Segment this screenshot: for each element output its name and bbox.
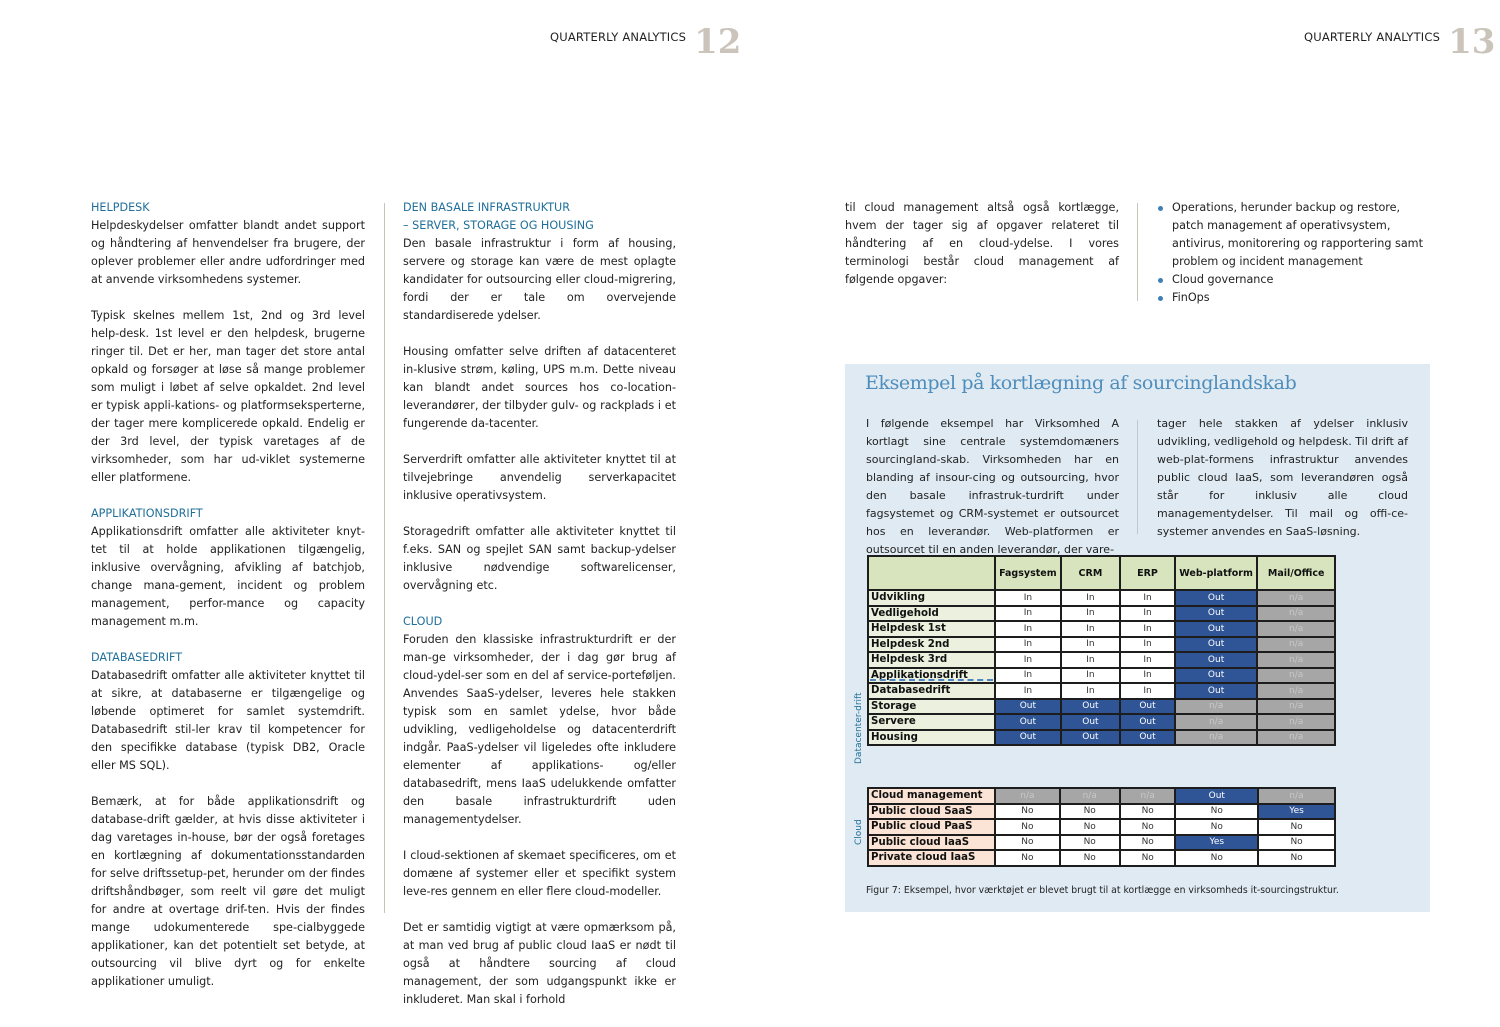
table-cell: No bbox=[1175, 850, 1258, 866]
table-cell: Out bbox=[1175, 606, 1258, 622]
table-cell: In bbox=[1120, 683, 1175, 699]
table-cell: n/a bbox=[1257, 606, 1335, 622]
table-cell: In bbox=[1120, 652, 1175, 668]
box-divider bbox=[1137, 420, 1138, 534]
table-cell: n/a bbox=[1258, 788, 1335, 804]
table-cell: No bbox=[995, 835, 1059, 851]
column-header: Web-platform bbox=[1175, 556, 1258, 590]
row-label: Helpdesk 2nd bbox=[868, 637, 995, 653]
section-heading-infrastruktur: DEN BASALE INFRASTRUKTUR bbox=[403, 201, 570, 214]
table-cell: Yes bbox=[1258, 804, 1335, 820]
section-heading-cloud: CLOUD bbox=[403, 615, 443, 628]
table-cell: Out bbox=[1175, 652, 1258, 668]
table-cell: In bbox=[995, 621, 1061, 637]
bullet-item: Cloud governance bbox=[1157, 271, 1429, 289]
table-cell: In bbox=[995, 637, 1061, 653]
column-header: Mail/Office bbox=[1257, 556, 1335, 590]
table-cell: No bbox=[1258, 819, 1335, 835]
table-cell: n/a bbox=[1257, 714, 1335, 730]
table-row bbox=[868, 606, 1335, 622]
table-cell: Out bbox=[1061, 730, 1121, 746]
table-cell: Out bbox=[1061, 714, 1121, 730]
paragraph: Helpdeskydelser omfatter blandt andet support og håndtering af henvendelser fra brugere, der oplever problemer eller andre udfordringer med at anvende virksomhedens systemer. bbox=[91, 219, 365, 286]
sourcing-table-datacenter bbox=[867, 555, 1336, 746]
table-row bbox=[868, 788, 1335, 804]
paragraph: Det er samtidig vigtigt at være opmærksom på, at man ved brug af public cloud IaaS er nødt til også at håndtere sourcing af cloud management, der som udgangspunkt ikke er inkluderet. Man skal i forhold bbox=[403, 921, 676, 1006]
group-label-datacenter: Datacenter-drift bbox=[854, 692, 864, 764]
table-corner-cell bbox=[868, 556, 995, 590]
paragraph: Databasedrift omfatter alle aktiviteter knyttet til at sikre, at databaserne er tilgængelige og løbende optimeret for samlet systemdrift. Databasedrift stil-ler krav til kompetencer for den specifikke database (typisk DB2, Oracle eller MS SQL). bbox=[91, 669, 365, 772]
table-row bbox=[868, 637, 1335, 653]
row-label: Housing bbox=[868, 730, 995, 746]
paragraph: Storagedrift omfatter alle aktiviteter knyttet til f.eks. SAN og spejlet SAN samt backup-ydelser inklusive nødvendige softwarelicenser, overvågning etc. bbox=[403, 525, 676, 592]
table-row bbox=[868, 804, 1335, 820]
table-cell: In bbox=[995, 606, 1061, 622]
paragraph: Typisk skelnes mellem 1st, 2nd og 3rd level help-desk. 1st level er den helpdesk, brugerne ringer til. Det er her, man tager det store antal opkald og forsøger at løse så mange problemer som muligt i løbet af selve opkaldet. 2nd level er typisk appli-kations- og platformseksperterne, der tager mere komplicerede opkald. Endelig er der 3rd level, der typisk varetages af de virksomheder, som har ud-viklet systemerne eller platformene. bbox=[91, 309, 365, 484]
header-title: QUARTERLY ANALYTICS bbox=[1304, 30, 1441, 44]
table-cell: In bbox=[995, 668, 1061, 684]
table-cell: In bbox=[1120, 668, 1175, 684]
table-cell: No bbox=[1060, 819, 1120, 835]
table-cell: In bbox=[1120, 590, 1175, 606]
table-row bbox=[868, 835, 1335, 851]
page-header-right bbox=[1304, 22, 1495, 62]
table-row bbox=[868, 819, 1335, 835]
table-cell: In bbox=[1120, 606, 1175, 622]
page-header-left bbox=[550, 22, 741, 62]
row-label: Storage bbox=[868, 699, 995, 715]
paragraph: Applikationsdrift omfatter alle aktiviteter knyt-tet til at holde applikationen tilgængelig, inklusive overvågning, afvikling af batchjob, change mana-gement, incident og problem management, perfor-mance og capacity management m.m. bbox=[91, 525, 365, 628]
row-label: Public cloud SaaS bbox=[868, 804, 995, 820]
figure-caption: Figur 7: Eksempel, hvor værktøjet er blevet brugt til at kortlægge en virksomheds it-sourcingstruktur. bbox=[866, 885, 1339, 896]
row-label: Public cloud PaaS bbox=[868, 819, 995, 835]
table-cell: Out bbox=[995, 730, 1061, 746]
table-cell: n/a bbox=[1120, 788, 1176, 804]
column-header: CRM bbox=[1061, 556, 1121, 590]
bullet-item: FinOps bbox=[1157, 289, 1429, 307]
table-cell: No bbox=[1120, 804, 1176, 820]
row-label: Public cloud IaaS bbox=[868, 835, 995, 851]
page-number: 13 bbox=[1448, 22, 1496, 62]
table-cell: No bbox=[995, 819, 1059, 835]
column-divider bbox=[384, 203, 385, 913]
table-cell: Yes bbox=[1175, 835, 1258, 851]
row-label: Servere bbox=[868, 714, 995, 730]
table-cell: No bbox=[1060, 850, 1120, 866]
example-text-left: I følgende eksempel har Virksomhed A kortlagt sine centrale systemdomæners sourcingland-skab. Virksomheden har en blanding af insour-cing og outsourcing, hvor den basale infrastruk-turdrift under fagsystemet og CRM-systemet er outsourcet hos en leverandør. Web-platformen er outsourcet til en anden leverandør, der vare- bbox=[866, 417, 1119, 556]
table-cell: n/a bbox=[1257, 699, 1335, 715]
table-row bbox=[868, 621, 1335, 637]
table-cell: Out bbox=[1175, 637, 1258, 653]
column-1 bbox=[91, 199, 365, 1009]
row-label: Databasedrift bbox=[868, 683, 995, 699]
page-number: 12 bbox=[694, 22, 742, 62]
example-text-right: tager hele stakken af ydelser inklusiv udvikling, vedligehold og helpdesk. Til drift af web-plat-formens infrastruktur anvendes public cloud IaaS, som leverandøren også står for inklusiv alle cloud managementydelser. Til mail og offi-ce-systemer anvendes en SaaS-løsning. bbox=[1157, 417, 1408, 538]
header-title: QUARTERLY ANALYTICS bbox=[550, 30, 687, 44]
dashed-separator bbox=[870, 679, 993, 681]
table-cell: In bbox=[1061, 606, 1121, 622]
table-cell: Out bbox=[1120, 714, 1175, 730]
paragraph: Housing omfatter selve driften af datacenteret in-klusive strøm, køling, UPS m.m. Dette niveau kan blandt andet sources hos co-location-leverandører, der tilbyder gulv- og rackplads i et fungerende da-tacenter. bbox=[403, 345, 676, 430]
table-header-row bbox=[868, 556, 1335, 590]
table-cell: Out bbox=[995, 699, 1061, 715]
table-cell: Out bbox=[1120, 730, 1175, 746]
table-cell: n/a bbox=[1257, 668, 1335, 684]
table-cell: In bbox=[1061, 652, 1121, 668]
table-row bbox=[868, 590, 1335, 606]
paragraph: Serverdrift omfatter alle aktiviteter knyttet til at tilvejebringe anvendelig serverkapacitet inklusive operativsystem. bbox=[403, 453, 676, 502]
paragraph: Foruden den klassiske infrastrukturdrift er der man-ge virksomheder, der i dag gør brug af cloud-ydel-ser som en del af service-porteføljen. Anvendes SaaS-ydelser, leveres hele stakken typisk som en samlet ydelse, hvor både udvikling, vedligeholdelse og datacenterdrift indgår. PaaS-ydelser vil ligeledes ofte inkludere elementer af applikations- og/eller databasedrift, mens IaaS udelukkende omfatter den basale infrastrukturdrift uden managementydelser. bbox=[403, 633, 676, 826]
bullet-item: Operations, herunder backup og restore, patch management af operativsystem, antivirus, monitorering og rapportering samt problem og incident management bbox=[1157, 199, 1429, 271]
table-cell: Out bbox=[1061, 699, 1121, 715]
row-label: Vedligehold bbox=[868, 606, 995, 622]
table-cell: n/a bbox=[1257, 637, 1335, 653]
section-heading-helpdesk: HELPDESK bbox=[91, 201, 150, 214]
table-cell: n/a bbox=[1175, 730, 1258, 746]
table-cell: In bbox=[1061, 637, 1121, 653]
paragraph: I cloud-sektionen af skemaet specificeres, om et domæne af systemer eller et specifikt system leve-res gennem en eller flere cloud-modeller. bbox=[403, 849, 676, 898]
table-row bbox=[868, 850, 1335, 866]
sourcing-table-cloud bbox=[867, 787, 1336, 867]
table-cell: Out bbox=[1175, 668, 1258, 684]
table-cell: In bbox=[1061, 668, 1121, 684]
table-cell: n/a bbox=[1175, 699, 1258, 715]
table-row bbox=[868, 683, 1335, 699]
group-label-cloud: Cloud bbox=[854, 819, 864, 845]
column-2 bbox=[403, 199, 676, 1027]
table-cell: No bbox=[1060, 804, 1120, 820]
row-label: Helpdesk 1st bbox=[868, 621, 995, 637]
column-divider bbox=[1137, 203, 1138, 301]
table-cell: In bbox=[1120, 621, 1175, 637]
row-label: Cloud management bbox=[868, 788, 995, 804]
table-cell: Out bbox=[995, 714, 1061, 730]
paragraph: Bemærk, at for både applikationsdrift og database-drift gælder, at hvis disse aktiviteter i dag varetages in-house, bør der også foretages en kortlægning af dokumentationsstandarden for selve driftssetup-pet, herunder om der findes driftshåndbøger, som reelt vil gøre det muligt for andre at overtage drif-ten. Hvis der findes mange udokumenterede spe-cialbyggede applikationer, kan det potentielt set betyde, at outsourcing vil blive dyrt og for enkelte applikationer umuligt. bbox=[91, 795, 365, 988]
table-cell: No bbox=[995, 850, 1059, 866]
table-cell: In bbox=[1061, 621, 1121, 637]
example-box-title: Eksempel på kortlægning af sourcinglandskab bbox=[865, 372, 1297, 394]
table-cell: n/a bbox=[1060, 788, 1120, 804]
table-cell: In bbox=[995, 683, 1061, 699]
table-cell: n/a bbox=[1257, 730, 1335, 746]
table-cell: n/a bbox=[1257, 683, 1335, 699]
table-cell: Out bbox=[1175, 788, 1258, 804]
table-row bbox=[868, 730, 1335, 746]
table-cell: No bbox=[1120, 819, 1176, 835]
table-cell: No bbox=[1175, 804, 1258, 820]
row-label: Applikationsdrift bbox=[868, 668, 995, 684]
table-cell: In bbox=[995, 652, 1061, 668]
column-4 bbox=[1157, 199, 1429, 307]
table-cell: n/a bbox=[1257, 652, 1335, 668]
table-cell: No bbox=[1175, 819, 1258, 835]
table-cell: n/a bbox=[1175, 714, 1258, 730]
table-cell: Out bbox=[1175, 590, 1258, 606]
table-cell: No bbox=[995, 804, 1059, 820]
section-heading-databasedrift: DATABASEDRIFT bbox=[91, 651, 183, 664]
table-cell: In bbox=[995, 590, 1061, 606]
row-label: Helpdesk 3rd bbox=[868, 652, 995, 668]
table-cell: No bbox=[1060, 835, 1120, 851]
row-label: Private cloud IaaS bbox=[868, 850, 995, 866]
table-cell: No bbox=[1258, 835, 1335, 851]
table-cell: No bbox=[1120, 850, 1176, 866]
table-cell: n/a bbox=[1257, 590, 1335, 606]
paragraph: til cloud management altså også kortlægge, hvem der tager sig af opgaver relateret til håndtering af en cloud-ydelse. I vores terminologi består cloud management af følgende opgaver: bbox=[845, 201, 1119, 286]
paragraph: Den basale infrastruktur i form af housing, servere og storage kan være de mest oplagte kandidater for outsourcing eller cloud-migrering, fordi der er tale om overvejende standardiserede ydelser. bbox=[403, 237, 676, 322]
section-subheading-infrastruktur: – SERVER, STORAGE OG HOUSING bbox=[403, 219, 594, 232]
table-cell: Out bbox=[1175, 683, 1258, 699]
table-row bbox=[868, 652, 1335, 668]
table-cell: In bbox=[1061, 683, 1121, 699]
column-3 bbox=[845, 199, 1119, 307]
table-cell: No bbox=[1258, 850, 1335, 866]
table-cell: n/a bbox=[995, 788, 1059, 804]
table-cell: n/a bbox=[1257, 621, 1335, 637]
section-heading-applikationsdrift: APPLIKATIONSDRIFT bbox=[91, 507, 203, 520]
table-cell: In bbox=[1061, 590, 1121, 606]
row-label: Udvikling bbox=[868, 590, 995, 606]
table-cell: Out bbox=[1175, 621, 1258, 637]
table-row bbox=[868, 714, 1335, 730]
table-cell: Out bbox=[1120, 699, 1175, 715]
table-cell: In bbox=[1120, 637, 1175, 653]
table-cell: No bbox=[1120, 835, 1176, 851]
table-row bbox=[868, 699, 1335, 715]
bullet-list bbox=[1157, 199, 1429, 307]
column-header: ERP bbox=[1120, 556, 1175, 590]
column-header: Fagsystem bbox=[995, 556, 1061, 590]
